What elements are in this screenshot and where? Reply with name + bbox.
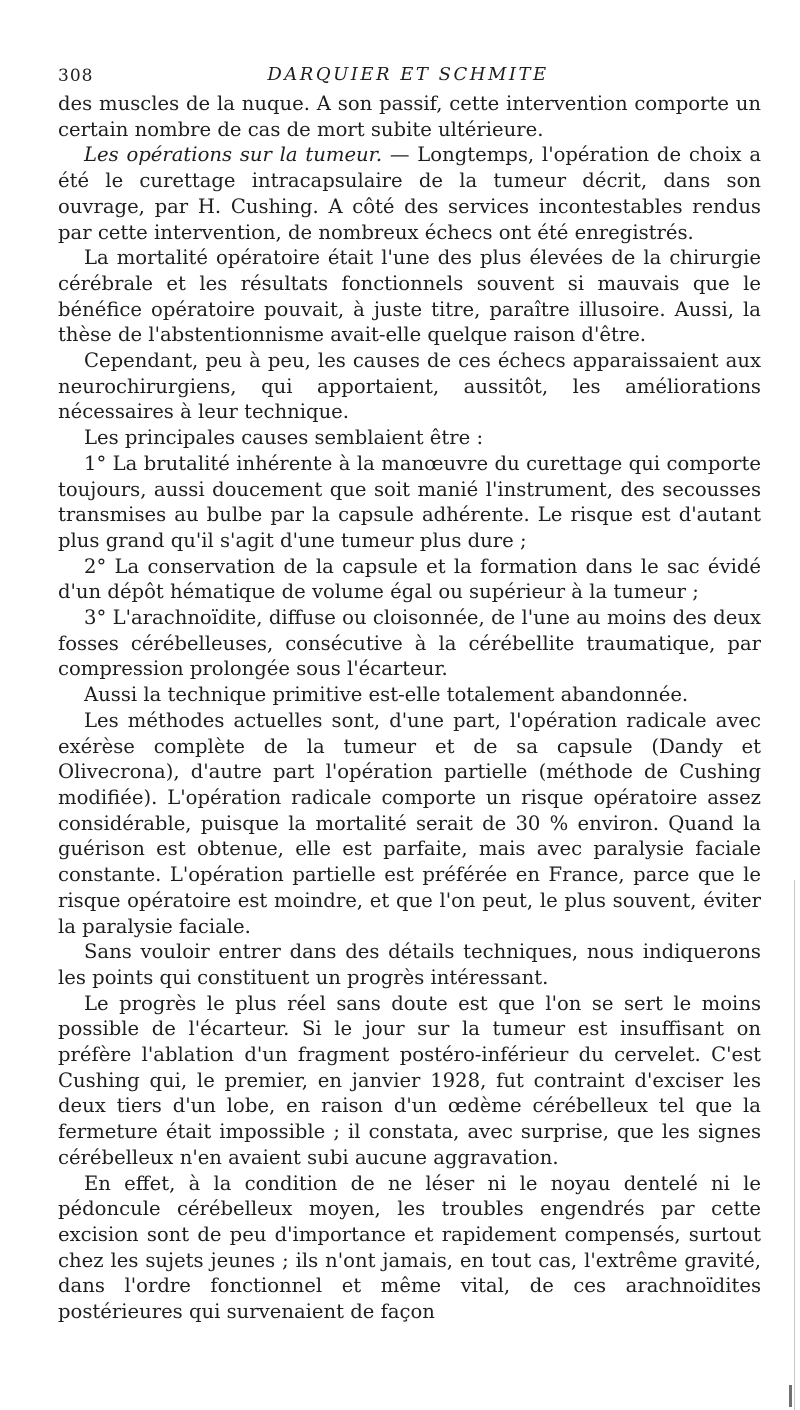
paragraph: Aussi la technique primitive est-elle totalement abandonnée.: [84, 683, 689, 707]
page-number: 308: [58, 66, 94, 86]
paragraph: des muscles de la nuque. A son passif, cette intervention comporte un certain nombre de cas de mort subite ultérieure.: [58, 92, 761, 141]
section-paragraph: [58, 142, 761, 245]
paragraph: En effet, à la condition de ne léser ni le noyau dentelé ni le pédoncule cérébelleux moyen, les troubles engendrés par cette excision sont de peu d'importance et rapidement compensés, surtout chez les sujets jeunes ; ils n'ont jamais, en tout cas, l'extrême gravité, dans l'ordre fonctionnel et même vital, de ces arachnoïdites postérieures qui survenaient de façon: [58, 1171, 761, 1324]
paragraph: Le progrès le plus réel sans doute est que l'on se sert le moins possible de l'écarteur. Si le jour sur la tumeur est insuffisant on préfère l'ablation d'un fragment postéro-inférieur du cervelet. C'est Cushing qui, le premier, en janvier 1928, fut contraint d'exciser les deux tiers d'un lobe, en raison d'un œdème cérébelleux tel que la fermeture était impossible ; il constata, avec surprise, que les signes cérébelleux n'en avaient subi aucune aggravation.: [58, 991, 761, 1169]
running-title: DARQUIER ET SCHMITE: [267, 64, 549, 85]
paragraph: Les méthodes actuelles sont, d'une part, l'opération radicale avec exérèse complète de la tumeur et de sa capsule (Dandy et Olivecrona), d'autre part l'opération partielle (méthode de Cushing modifiée). L'opération radicale comporte un risque opératoire assez considérable, puisque la mortalité serait de 30 % environ. Quand la guérison est obtenue, elle est parfaite, mais avec paralysie faciale constante. L'opération partielle est préférée en France, parce que le risque opératoire est moindre, et que l'on peut, le plus souvent, éviter la paralysie faciale.: [58, 708, 761, 938]
paragraph: La mortalité opératoire était l'une des plus élevées de la chirurgie cérébrale et les résultats fonctionnels souvent si mauvais que le bénéfice opératoire pouvait, à juste titre, paraître illusoire. Aussi, la thèse de l'abstentionnisme avait-elle quelque raison d'être.: [58, 246, 761, 347]
list-item: 1° La brutalité inhérente à la manœuvre du curettage qui comporte toujours, aussi doucement que soit manié l'instrument, des secousses transmises au bulbe par la capsule adhérente. Le risque est d'autant plus grand qu'il s'agit d'une tumeur plus dure ;: [58, 451, 761, 552]
paragraph: Les principales causes semblaient être :: [84, 426, 484, 450]
paragraph: Sans vouloir entrer dans des détails techniques, nous indiquerons les points qui constituent un progrès intéressant.: [58, 940, 761, 989]
list-item: 3° L'arachnoïdite, diffuse ou cloisonnée, de l'une au moins des deux fosses cérébelleuses, consécutive à la cérébellite traumatique, par compression prolongée sous l'écarteur.: [58, 606, 761, 681]
running-head: [58, 58, 758, 88]
scan-corner-mark: [789, 1385, 792, 1407]
scan-edge-line: [794, 880, 795, 1410]
paragraph: Cependant, peu à peu, les causes de ces échecs apparaissaient aux neurochirurgiens, qui apportaient, aussitôt, les améliorations nécessaires à leur technique.: [58, 349, 761, 424]
section-text: — Longtemps, l'opération de choix a été le curettage intracapsulaire de la tumeur décrit, dans son ouvrage, par H. Cushing. A côté des services incontestables rendus par cette intervention, de nombreux échecs ont été enregistrés.: [58, 143, 761, 244]
section-heading: Les opérations sur la tumeur.: [84, 143, 383, 167]
list-item: 2° La conservation de la capsule et la formation dans le sac évidé d'un dépôt hématique de volume égal ou supérieur à la tumeur ;: [58, 554, 761, 604]
body-text: [58, 91, 761, 1325]
